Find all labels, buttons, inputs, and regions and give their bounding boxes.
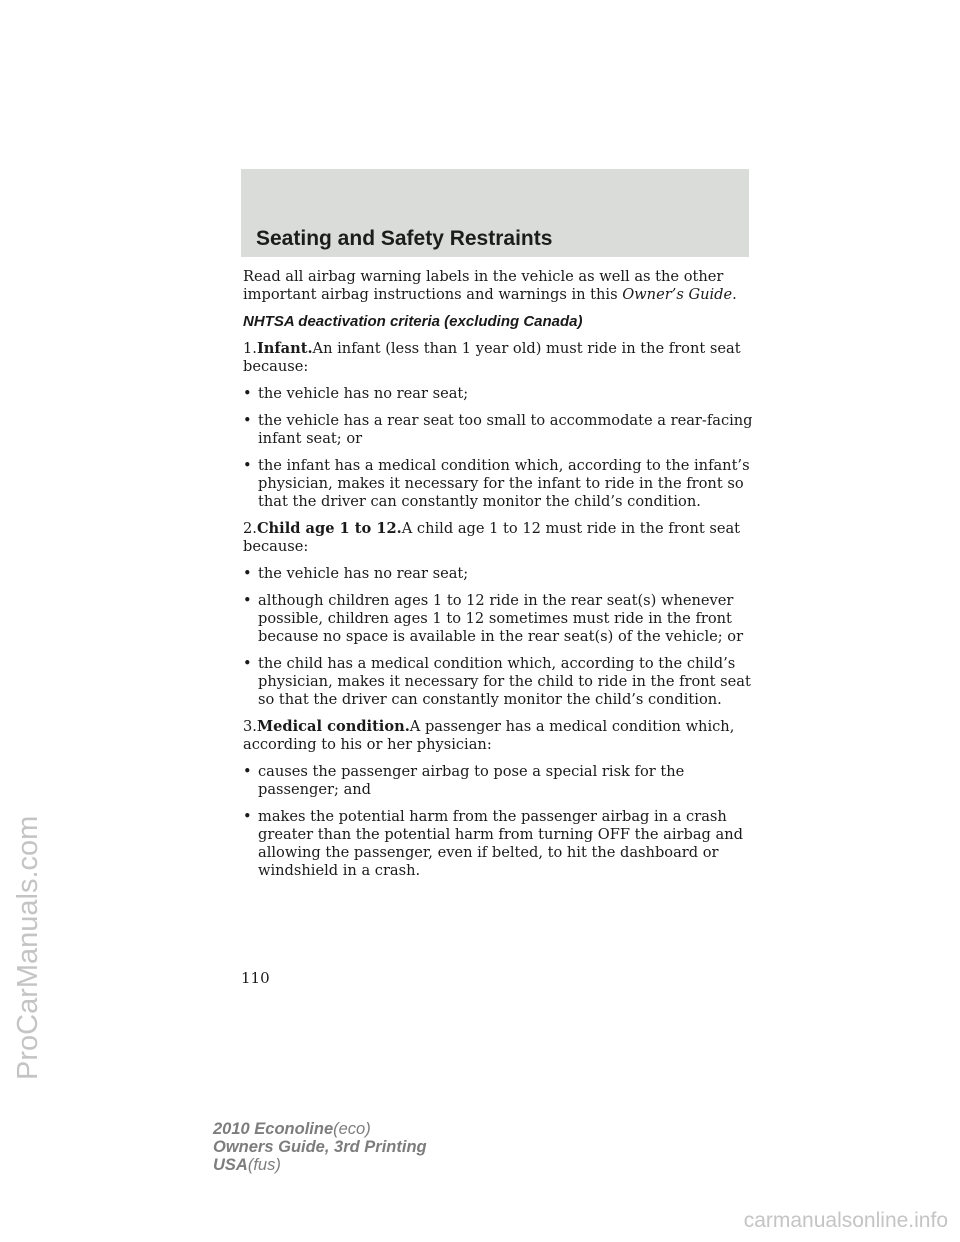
list-item-text: the vehicle has no rear seat; xyxy=(258,385,469,402)
page-content xyxy=(243,268,753,889)
section-title: Seating and Safety Restraints xyxy=(256,227,553,250)
list-item-text: causes the passenger airbag to pose a special risk for the passenger; and xyxy=(258,763,685,798)
section-2-text: A child age 1 to 12 must ride in the front seat because: xyxy=(243,520,741,555)
list-item-text: the vehicle has a rear seat too small to accommodate a rear-facing infant seat; or xyxy=(258,412,753,447)
list-item xyxy=(243,763,753,799)
list-item xyxy=(243,385,753,403)
section-3-number: 3. xyxy=(243,718,257,735)
section-2-bullets xyxy=(243,565,753,709)
list-item-text: the child has a medical condition which, according to the child’s physician, makes it necessary for the child to ride in the front seat so that the driver can constantly monitor the child’s condition. xyxy=(258,655,751,708)
intro-paragraph xyxy=(243,268,753,304)
section-2-term: Child age 1 to 12. xyxy=(256,520,402,537)
section-1-lead xyxy=(243,340,753,376)
bullet-icon: • xyxy=(243,457,252,474)
list-item xyxy=(243,808,753,880)
bullet-icon: • xyxy=(243,385,252,402)
list-item xyxy=(243,412,753,448)
bullet-icon: • xyxy=(243,655,252,672)
footer-market-code: (fus) xyxy=(247,1156,281,1174)
section-3-text: A passenger has a medical condition which, according to his or her physician: xyxy=(243,718,735,753)
footer-edition xyxy=(213,1120,427,1174)
section-2-lead xyxy=(243,520,753,556)
list-item-text: the vehicle has no rear seat; xyxy=(258,565,469,582)
footer-model: 2010 Econoline xyxy=(213,1120,334,1138)
section-1-text: An infant (less than 1 year old) must ride in the front seat because: xyxy=(243,340,741,375)
bullet-icon: • xyxy=(243,565,252,582)
section-1-bullets xyxy=(243,385,753,511)
bullet-icon: • xyxy=(243,412,252,429)
list-item xyxy=(243,655,753,709)
intro-text: Read all airbag warning labels in the vehicle as well as the other important airbag instructions and warnings in this xyxy=(243,268,724,303)
list-item-text: the infant has a medical condition which, according to the infant’s physician, makes it necessary for the infant to ride in the front so that the driver can constantly monitor the child’s condition. xyxy=(258,457,750,510)
bullet-icon: • xyxy=(243,808,252,825)
section-3-term: Medical condition. xyxy=(256,718,410,735)
footer-line-2: Owners Guide, 3rd Printing xyxy=(213,1138,427,1156)
footer-line-1 xyxy=(213,1120,427,1138)
list-item xyxy=(243,592,753,646)
section-2-number: 2. xyxy=(243,520,257,537)
watermark-procarmanuals: ProCarManuals.com xyxy=(12,815,44,1080)
section-header-band xyxy=(241,169,749,257)
footer-line-3 xyxy=(213,1156,427,1174)
subheading: NHTSA deactivation criteria (excluding Canada) xyxy=(243,313,583,330)
bullet-icon: • xyxy=(243,592,252,609)
watermark-carmanualsonline: carmanualsonline.info xyxy=(743,1209,948,1232)
bullet-icon: • xyxy=(243,763,252,780)
page-number: 110 xyxy=(241,969,270,987)
section-1-term: Infant. xyxy=(256,340,313,357)
intro-end: . xyxy=(732,286,737,303)
intro-guide-title: Owner’s Guide xyxy=(622,286,733,303)
list-item-text: although children ages 1 to 12 ride in the rear seat(s) whenever possible, children ages 1 to 12 sometimes must ride in the front because no space is available in the rear seat(s) of the vehicle; or xyxy=(258,592,744,645)
list-item xyxy=(243,457,753,511)
footer-market: USA xyxy=(213,1156,248,1174)
section-1-number: 1. xyxy=(243,340,257,357)
section-3-bullets xyxy=(243,763,753,880)
list-item xyxy=(243,565,753,583)
list-item-text: makes the potential harm from the passenger airbag in a crash greater than the potential harm from turning OFF the airbag and allowing the passenger, even if belted, to hit the dashboard or windshield in a crash. xyxy=(258,808,743,879)
section-3-lead xyxy=(243,718,753,754)
footer-model-code: (eco) xyxy=(333,1120,371,1138)
